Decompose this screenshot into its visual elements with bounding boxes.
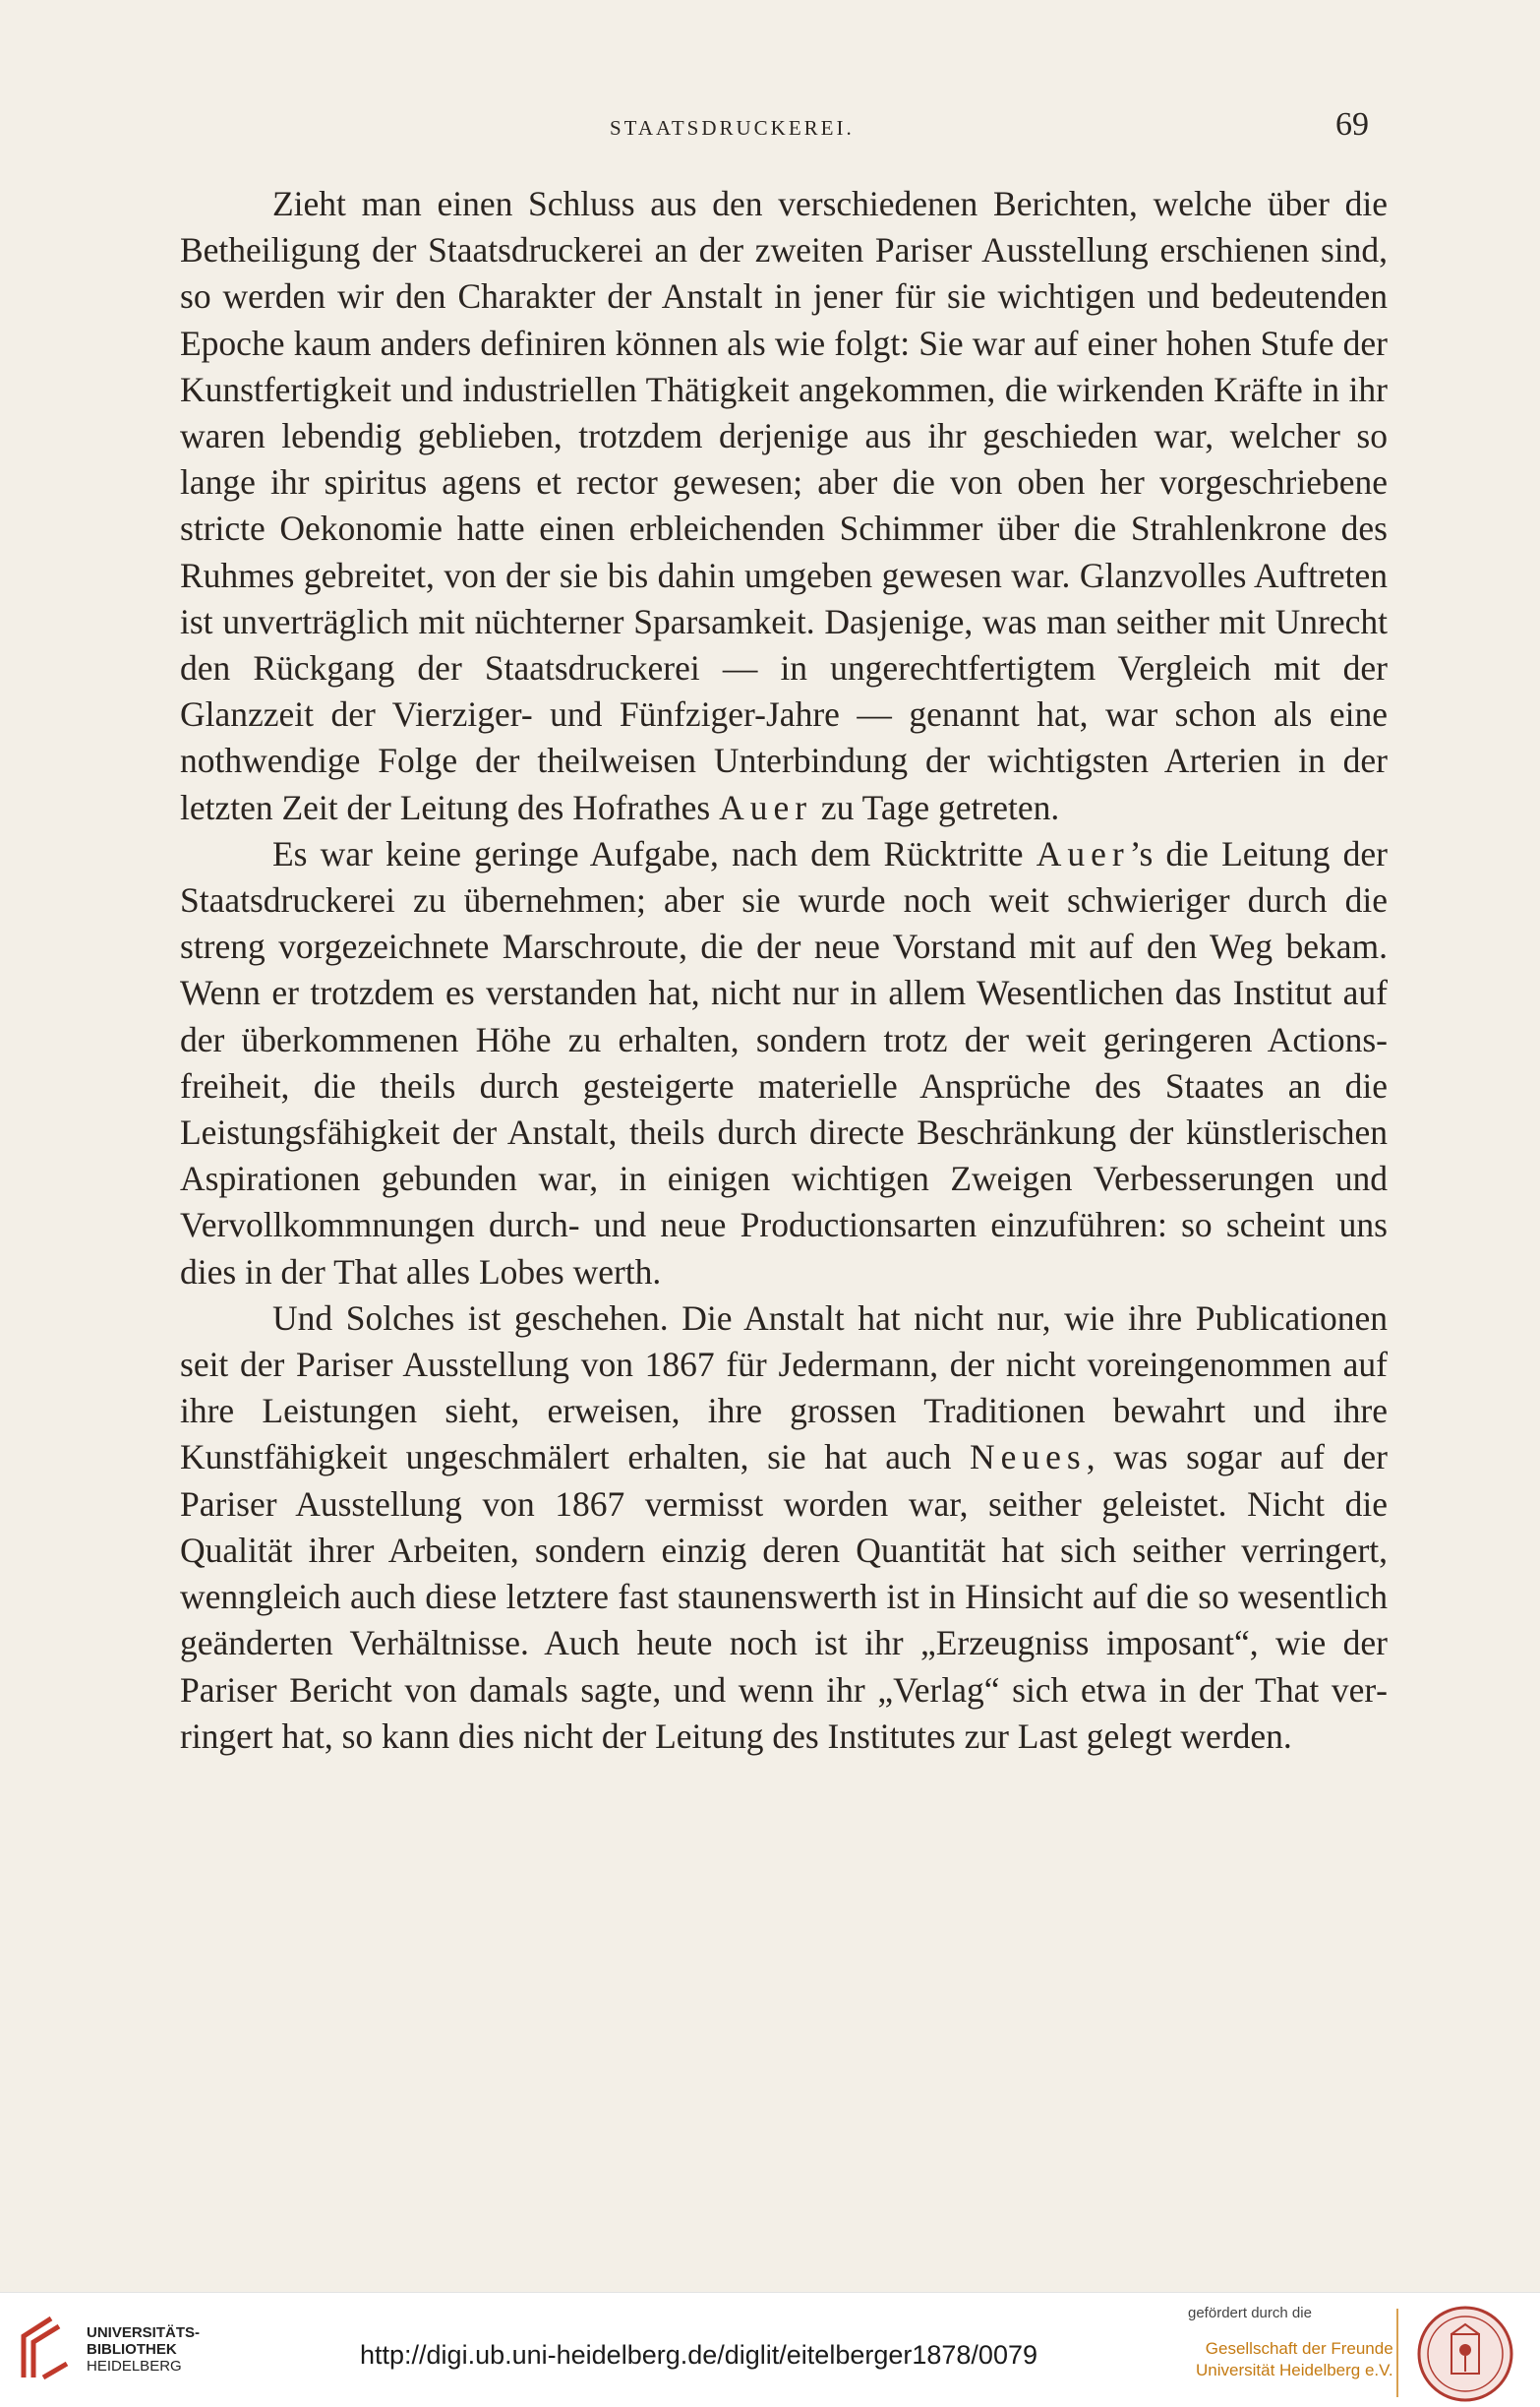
paragraph-2 [180,831,1388,1295]
sponsor-label: gefördert durch die [1188,2305,1312,2321]
library-name-line: HEIDELBERG [87,2358,182,2375]
permalink-url[interactable]: http://digi.ub.uni-heidelberg.de/diglit/eitelberger1878/0079 [360,2340,1038,2370]
sponsor-name-line: Gesellschaft der Freunde [1205,2339,1393,2358]
running-head: STAATSDRUCKEREI. [610,116,855,140]
sponsor-divider [1396,2309,1398,2397]
paragraph-text: Zieht man einen Schluss aus den verschiedenen Berichten, welche über die Betheiligung der Staatsdruckerei an der zweiten Pariser Ausstellung erschienen sind, so werden wir den Charakter der Anstalt in jener für sie wichtigen und bedeutenden Epoche kaum anders definiren können als wie folgt: Sie war auf einer hohen Stufe der Kunstfertigkeit und industriellen Thätigkeit angekommen, die wirkenden Kräfte in ihr waren lebendig geblieben, trotzdem derjenige aus ihr geschieden war, welcher so lange ihr spiritus agens et rector gewesen; aber die von oben her vorgeschriebene stricte Oekonomie hatte einen erbleichenden Schimmer über die Strahlenkrone des Ruhmes gebreitet, von der sie bis dahin umgeben gewesen war. Glanzvolles Auftreten ist unverträglich mit nüchterner Sparsamkeit. Dasjenige, was man seither mit Unrecht den Rückgang der Staatsdruckerei — in ungerechtfertigtem Vergleich mit der Glanzzeit der Vierziger- und Fünfziger-Jahre — genannt hat, war schon als eine nothwendige Folge der theilweisen Unterbindung der wichtigsten Arterien in der letzten Zeit der Leitung des Hofrathes [180,184,1388,827]
paragraph-text: Es war keine geringe Aufgabe, nach dem Rücktritte [272,833,1037,873]
page-number: 69 [1335,106,1369,143]
spaced-name: Neues [969,1437,1087,1477]
spaced-name: Auer [1036,833,1130,873]
digitization-footer [0,2292,1540,2407]
library-name-line: BIBLIOTHEK [87,2341,177,2358]
university-library-logo-icon [16,2313,75,2383]
body-text [180,181,1388,1760]
sponsor-name-line: Universität Heidelberg e.V. [1196,2361,1393,2379]
paragraph-text: ’s die Leitung der Staatsdruckerei zu übernehmen; aber sie wurde noch weit schwieriger durch die streng vorgezeichnete Marschroute, die der neue Vorstand mit auf den Weg bekam. Wenn er trotzdem es verstanden hat, nicht nur in allem Wesentlichen das Institut auf der überkommenen Höhe zu erhalten, sondern trotz der weit geringeren Actionsfreiheit, die theils durch gesteigerte materielle Ansprüche des Staates an die Leistungsfähigkeit der Anstalt, theils durch directe Beschränkung der künstlerischen Aspirationen gebunden war, in einigen wichtigen Zweigen Verbesserungen und Vervollkommnungen durch- und neue Productionsarten einzuführen: so scheint uns dies in der That alles Lobes werth. [180,833,1388,1292]
library-name-line: UNIVERSITÄTS- [87,2324,201,2341]
paragraph-text: zu Tage getreten. [812,787,1060,827]
paragraph-1 [180,181,1388,831]
paragraph-text: , was sogar auf der Pariser Ausstellung von 1867 vermisst worden war, seither geleistet. Nicht die Qualität ihrer Arbeiten, sondern einzig deren Quantität hat sich seither verringert, wenngleich auch diese letztere fast staunenswerth ist in Hinsicht auf die so wesentlich geänderten Verhältnisse. Auch heute noch ist ihr „Erzeugniss imposant“, wie der Pariser Bericht von damals sagte, und wenn ihr „Verlag“ sich etwa in der That verringert hat, so kann dies nicht der Leitung des Institutes zur Last gelegt werden. [180,1437,1388,1756]
university-seal-icon [1416,2305,1514,2403]
sponsor-name [1196,2338,1393,2381]
paragraph-text: Und Solches ist geschehen. Die Anstalt hat nicht nur, wie ihre Publicationen seit der Pariser Ausstellung von 1867 für Jedermann, der nicht voreingenommen auf ihre Leistungen sieht, erweisen, ihre grossen Traditionen bewahrt und ihre Kunstfähigkeit ungeschmälert erhalten, sie hat auch [180,1297,1388,1477]
spaced-name: Auer [719,787,813,827]
library-name [87,2324,200,2375]
paragraph-3 [180,1295,1388,1760]
